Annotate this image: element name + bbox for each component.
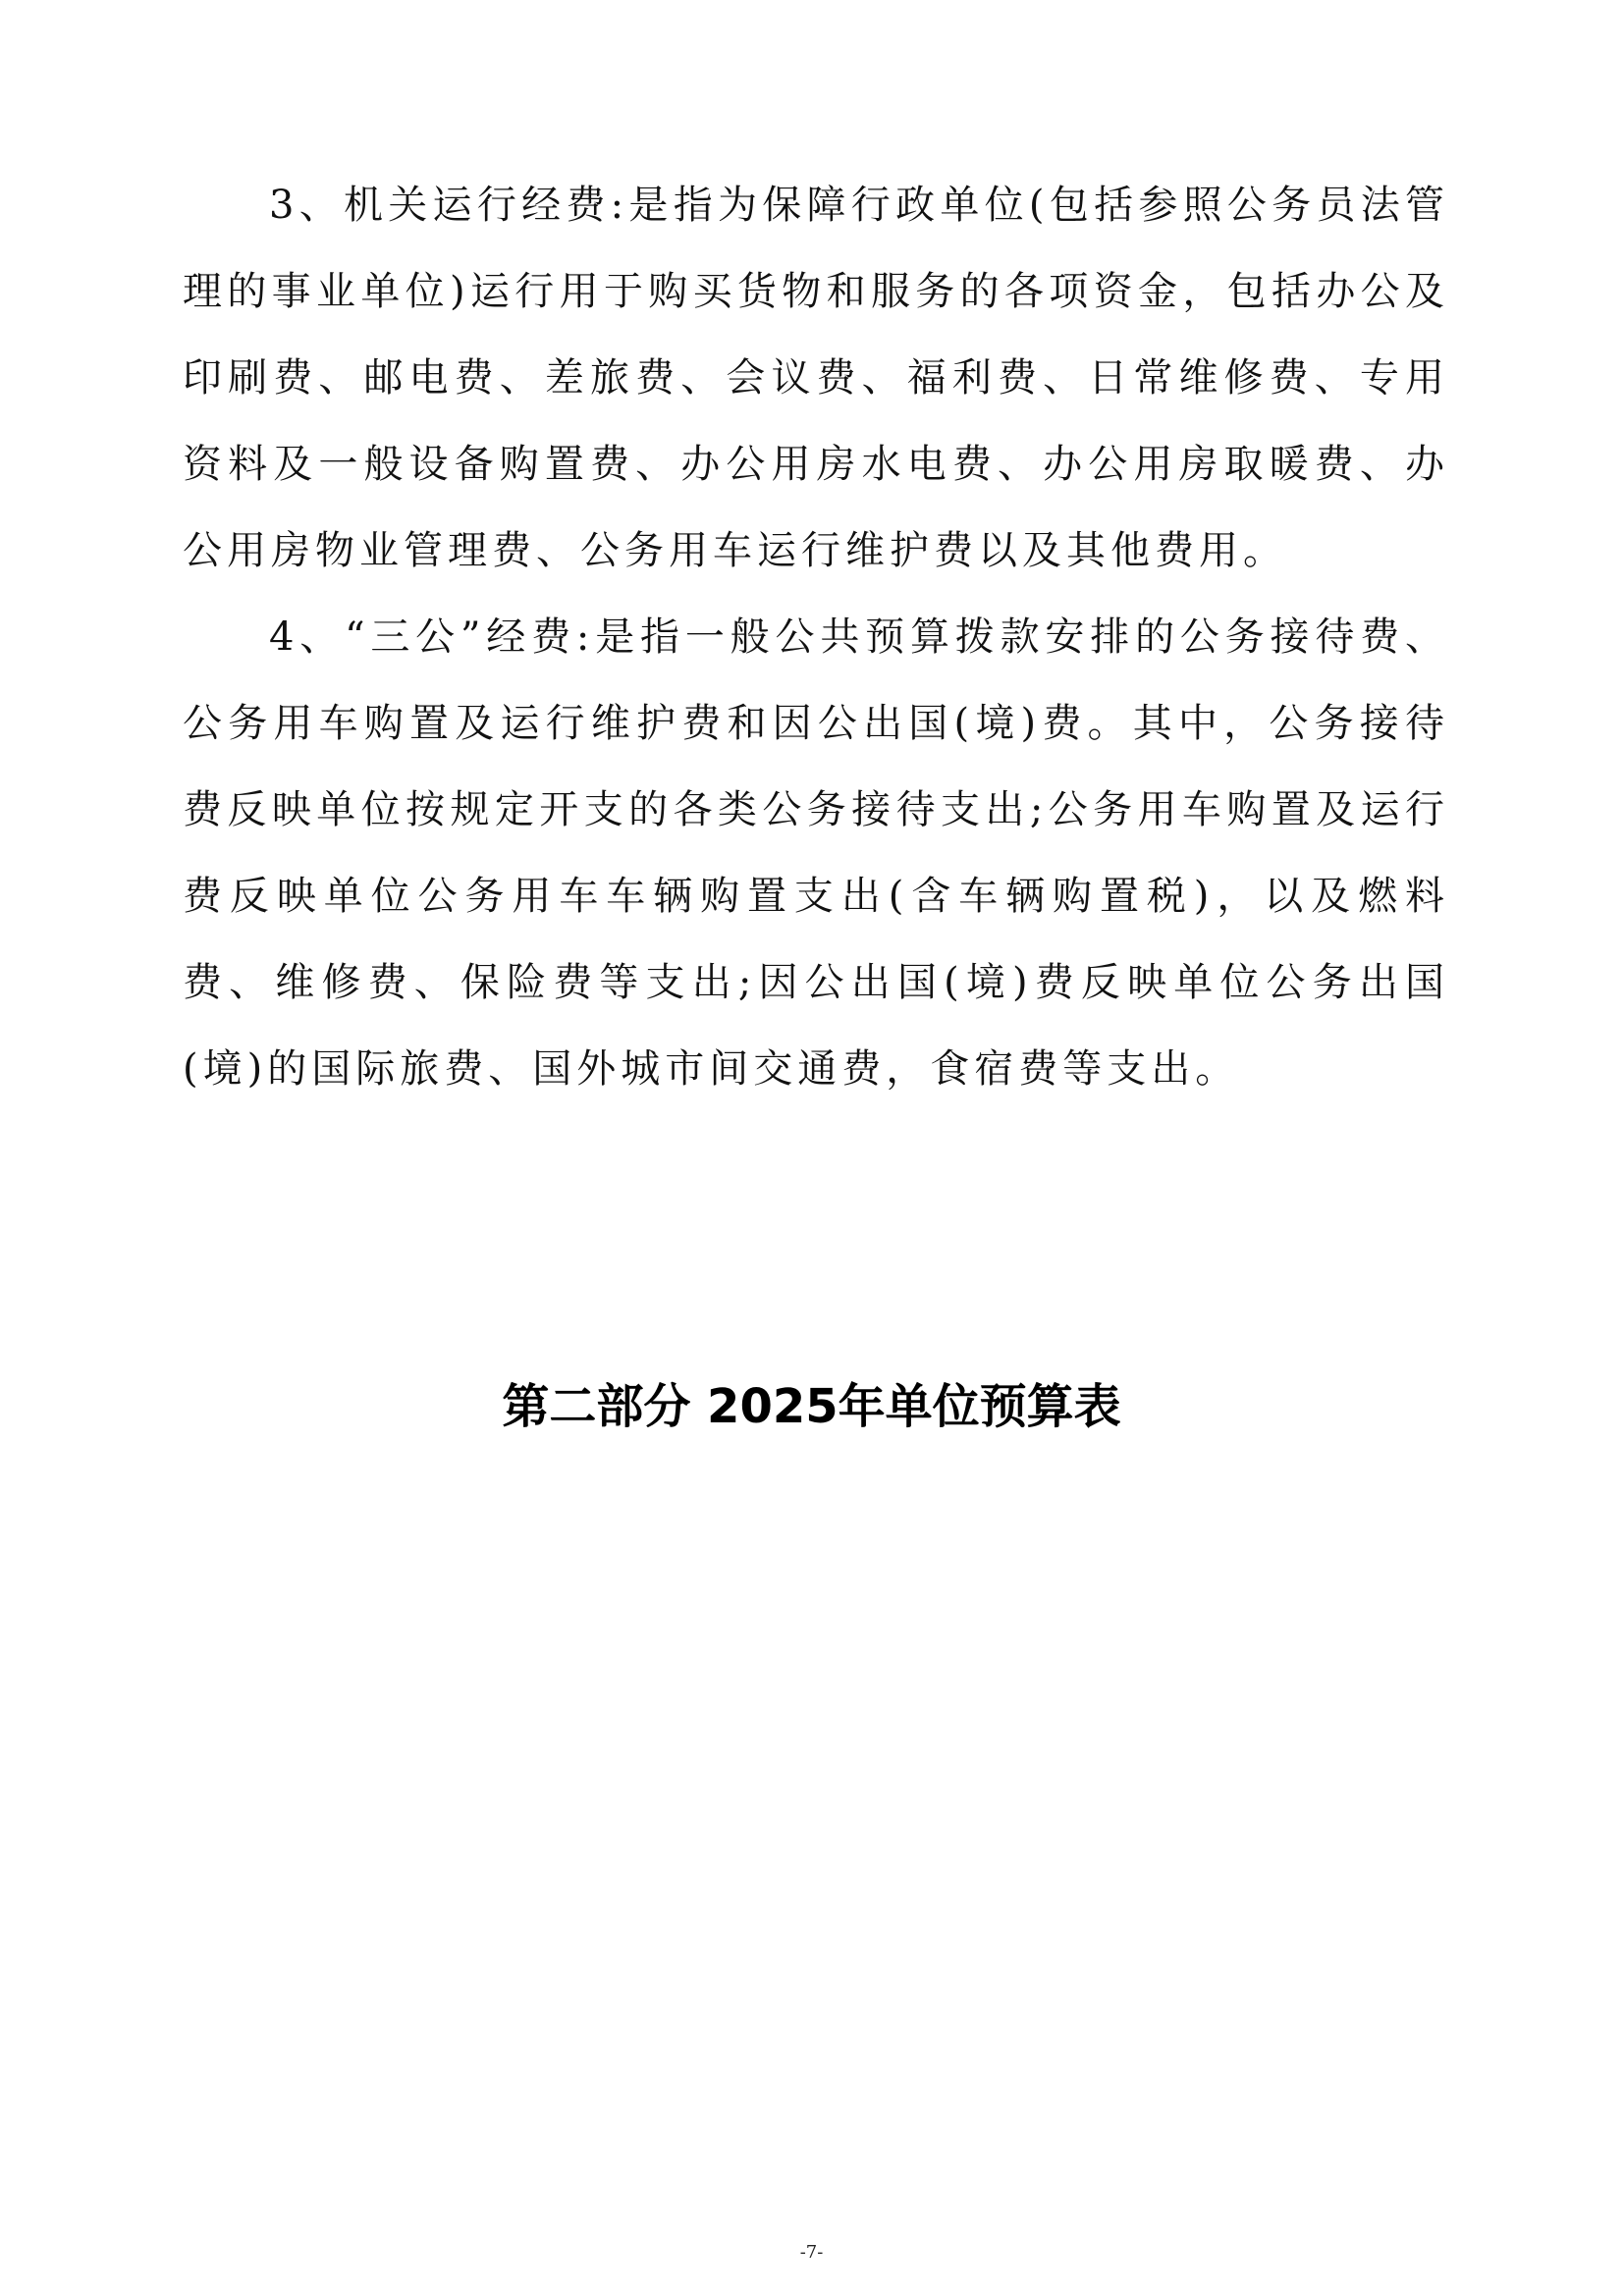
- section-title: 第二部分 2025年单位预算表: [502, 1379, 1121, 1434]
- paragraph-item-3: 3、机关运行经费:是指为保障行政单位(包括参照公务员法管理的事业单位)运行用于购买货物和服务的各项资金，包括办公及印刷费、邮电费、差旅费、会议费、福利费、日常维修费、专用资料及一般设备购置费、办公用房水电费、办公用房取暖费、办公用房物业管理费、公务用车运行维护费以及其他费用。: [183, 183, 1449, 573]
- page-number: -7-: [799, 2242, 824, 2263]
- paragraph-item-4: 4、“三公”经费:是指一般公共预算拨款安排的公务接待费、公务用车购置及运行维护费和因公出国(境)费。其中，公务接待费反映单位按规定开支的各类公务接待支出;公务用车购置及运行费反映单位公务用车车辆购置支出(含车辆购置税)，以及燃料费、维修费、保险费等支出;因公出国(境)费反映单位公务出国(境)的国际旅费、国外城市间交通费，食宿费等支出。: [183, 614, 1449, 1092]
- body-text: [183, 162, 1449, 1112]
